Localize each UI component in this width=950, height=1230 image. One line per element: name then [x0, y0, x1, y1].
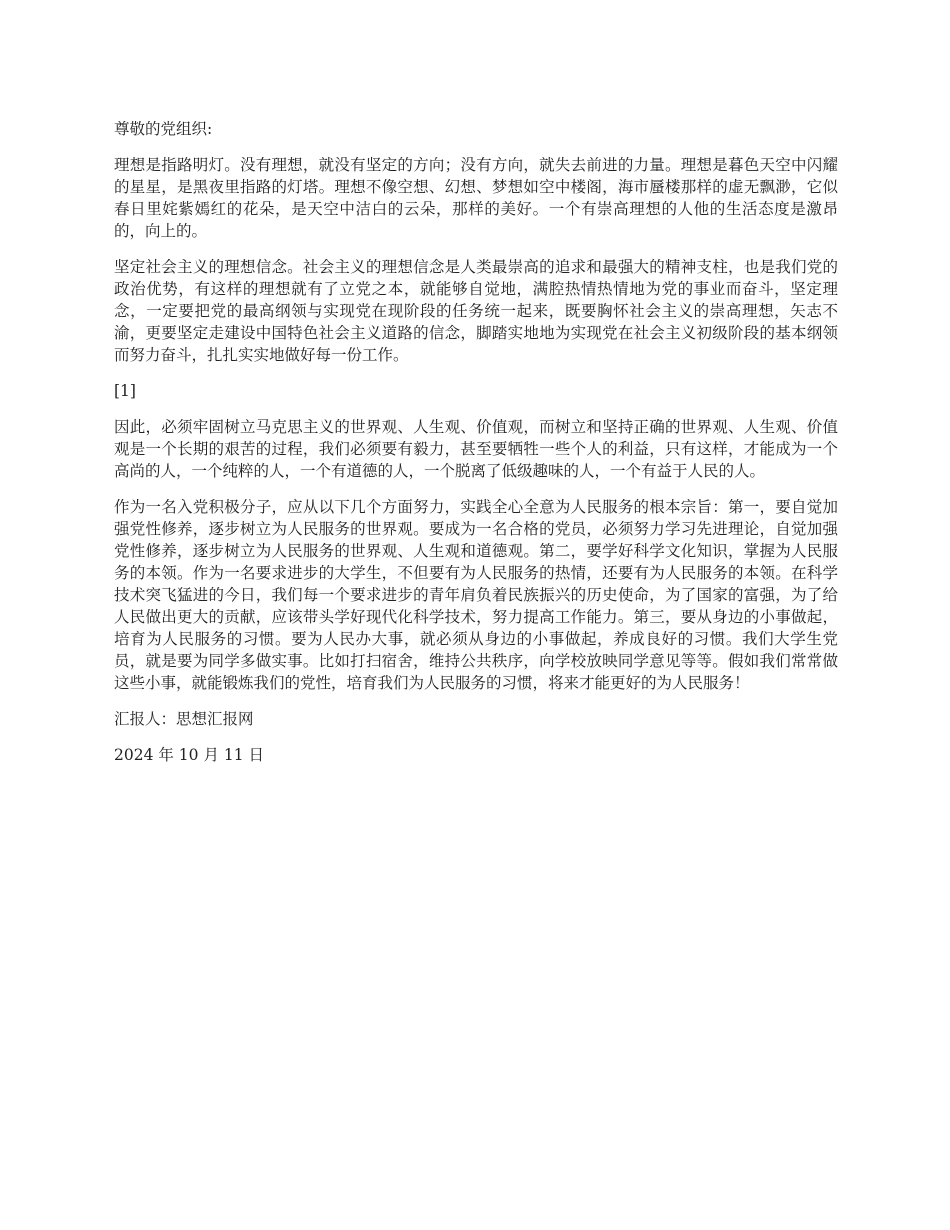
paragraph-efforts: 作为一名入党积极分子，应从以下几个方面努力，实践全心全意为人民服务的根本宗旨：第一，要自觉加强党性修养，逐步树立为人民服务的世界观。要成为一名合格的党员，必须努力学习先进理论，自觉加强党性修养，逐步树立为人民服务的世界观、人生观和道德观。第二，要学好科学文化知识，掌握为人民服务的本领。作为一名要求进步的大学生，不但要有为人民服务的热情，还要有为人民服务的本领。在科学技术突飞猛进的今日，我们每一个要求进步的青年肩负着民族振兴的历史使命，为了国家的富强，为了给人民做出更大的贡献，应该带头学好现代化科学技术，努力提高工作能力。第三，要从身边的小事做起，培育为人民服务的习惯。要为人民办大事，就必须从身边的小事做起，养成良好的习惯。我们大学生党员，就是要为同学多做实事。比如打扫宿舍，维持公共秩序，向学校放映同学意见等等。假如我们常常做这些小事，就能锻炼我们的党性，培育我们为人民服务的习惯，将来才能更好的为人民服务！	[114, 498, 838, 692]
paragraph-worldview: 因此，必须牢固树立马克思主义的世界观、人生观、价值观，而树立和坚持正确的世界观、人生观、价值观是一个长期的艰苦的过程，我们必须要有毅力，甚至要牺牲一些个人的利益，只有这样，才能成为一个高尚的人，一个纯粹的人，一个有道德的人，一个脱离了低级趣味的人，一个有益于人民的人。	[114, 418, 838, 480]
paragraph-ideal: 理想是指路明灯。没有理想，就没有坚定的方向；没有方向，就失去前进的力量。理想是暮色天空中闪耀的星星，是黑夜里指路的灯塔。理想不像空想、幻想、梦想如空中楼阁，海市蜃楼那样的虚无飘渺，它似春日里姹紫嫣红的花朵，是天空中洁白的云朵，那样的美好。一个有崇高理想的人他的生活态度是激昂的，向上的。	[114, 156, 838, 240]
document-page	[114, 118, 838, 766]
date: 2024 年 10 月 11 日	[114, 746, 265, 764]
salutation: 尊敬的党组织:	[114, 120, 213, 138]
signature: 汇报人：思想汇报网	[114, 710, 254, 728]
footnote-marker: [1]	[114, 382, 136, 400]
paragraph-socialist-belief: 坚定社会主义的理想信念。社会主义的理想信念是人类最崇高的追求和最强大的精神支柱，也是我们党的政治优势，有这样的理想就有了立党之本，就能够自觉地，满腔热情热情地为党的事业而奋斗，坚定理念，一定要把党的最高纲领与实现党在现阶段的任务统一起来，既要胸怀社会主义的崇高理想，矢志不渝，更要坚定走建设中国特色社会主义道路的信念，脚踏实地地为实现党在社会主义初级阶段的基本纲领而努力奋斗，扎扎实实地做好每一份工作。	[114, 258, 838, 364]
